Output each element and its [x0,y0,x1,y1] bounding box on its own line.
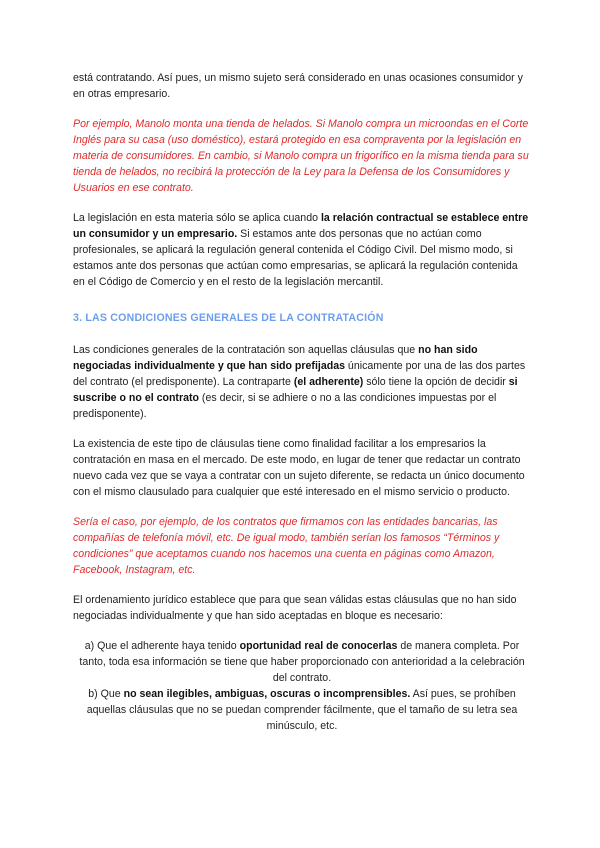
example-paragraph-contracts: Sería el caso, por ejemplo, de los contratos que firmamos con las entidades bancarias, las compañías de telefonía móvil, etc. De igual modo, también serían los famosos “Términos y condiciones” que aceptamos cuando nos hacemos una cuenta en páginas como Amazon, Facebook, Instagram, etc. [73,516,500,576]
paragraph-continuation: está contratando. Así pues, un mismo sujeto será considerado en unas ocasiones consumidor y en otras empresario. [73,72,523,100]
list-item [73,686,531,734]
bold-run: oportunidad real de conocerlas [239,640,398,652]
paragraph-definition [73,342,531,422]
requirements-list [73,638,531,734]
paragraph-purpose: La existencia de este tipo de cláusulas tiene como finalidad facilitar a los empresarios la contratación en masa en el mercado. De este modo, en lugar de tener que redactar un contrato nuevo cada vez que se vaya a contratar con un sujeto diferente, se redacta un único documento con el mismo clausulado para cualquier que esté interesado en el mismo servicio o producto. [73,438,525,498]
text-run: a) Que el adherente haya tenido [84,640,240,652]
paragraph-requirements-intro: El ordenamiento jurídico establece que para que sean válidas estas cláusulas que no han sido negociadas individualmente y que han sido aceptadas en bloque es necesario: [73,594,517,622]
text-run: sólo tiene la opción de decidir [363,376,509,388]
bold-run: no han sido negociadas individualmente y que han sido prefijadas [73,344,478,372]
text-run: únicamente por una de las dos partes del contrato (el predisponente). La contraparte [73,360,526,388]
text-run: de manera completa. Por tanto, toda esa información se tiene que haber proporcionado con anterioridad a la celebración del contrato. [79,640,525,684]
example-paragraph-manolo: Por ejemplo, Manolo monta una tienda de helados. Si Manolo compra un microondas en el Corte Inglés para su casa (uso doméstico), estará protegido en esa compraventa por la legislación en materia de consumidores. En cambio, si Manolo compra un frigorífico en la misma tienda para su tienda de helados, no recibirá la protección de la Ley para la Defensa de los Consumidores y Usuarios en ese contrato. [73,118,529,194]
list-item [73,638,531,686]
text-run: Así pues, se prohíben aquellas cláusulas que no se puedan comprender fácilmente, que el tamaño de su letra sea minúsculo, etc. [86,688,518,732]
text-run: b) Que [88,688,124,700]
paragraph-legislation-scope [73,210,531,290]
section-heading: 3. LAS CONDICIONES GENERALES DE LA CONTRATACIÓN [73,312,384,324]
bold-run: si suscribe o no el contrato [73,376,518,404]
text-run: Las condiciones generales de la contratación son aquellas cláusulas que [73,344,419,356]
text-run: (es decir, si se adhiere o no a las condiciones impuestas por el predisponente). [73,392,497,420]
bold-run: no sean ilegibles, ambiguas, oscuras o incomprensibles. [123,688,411,700]
bold-run: (el adherente) [293,376,364,388]
text-run: La legislación en esta materia sólo se aplica cuando [73,212,321,224]
bold-run: la relación contractual se establece entre un consumidor y un empresario. [73,212,529,240]
document-content [73,70,531,734]
text-run: Si estamos ante dos personas que no actúan como profesionales, se aplicará la regulación general contenida el Código Civil. Del mismo modo, si estamos ante dos personas que actúan como empresarias, se aplicará la regulación contenida en el Código de Comercio y en el resto de la legislación mercantil. [73,228,518,288]
